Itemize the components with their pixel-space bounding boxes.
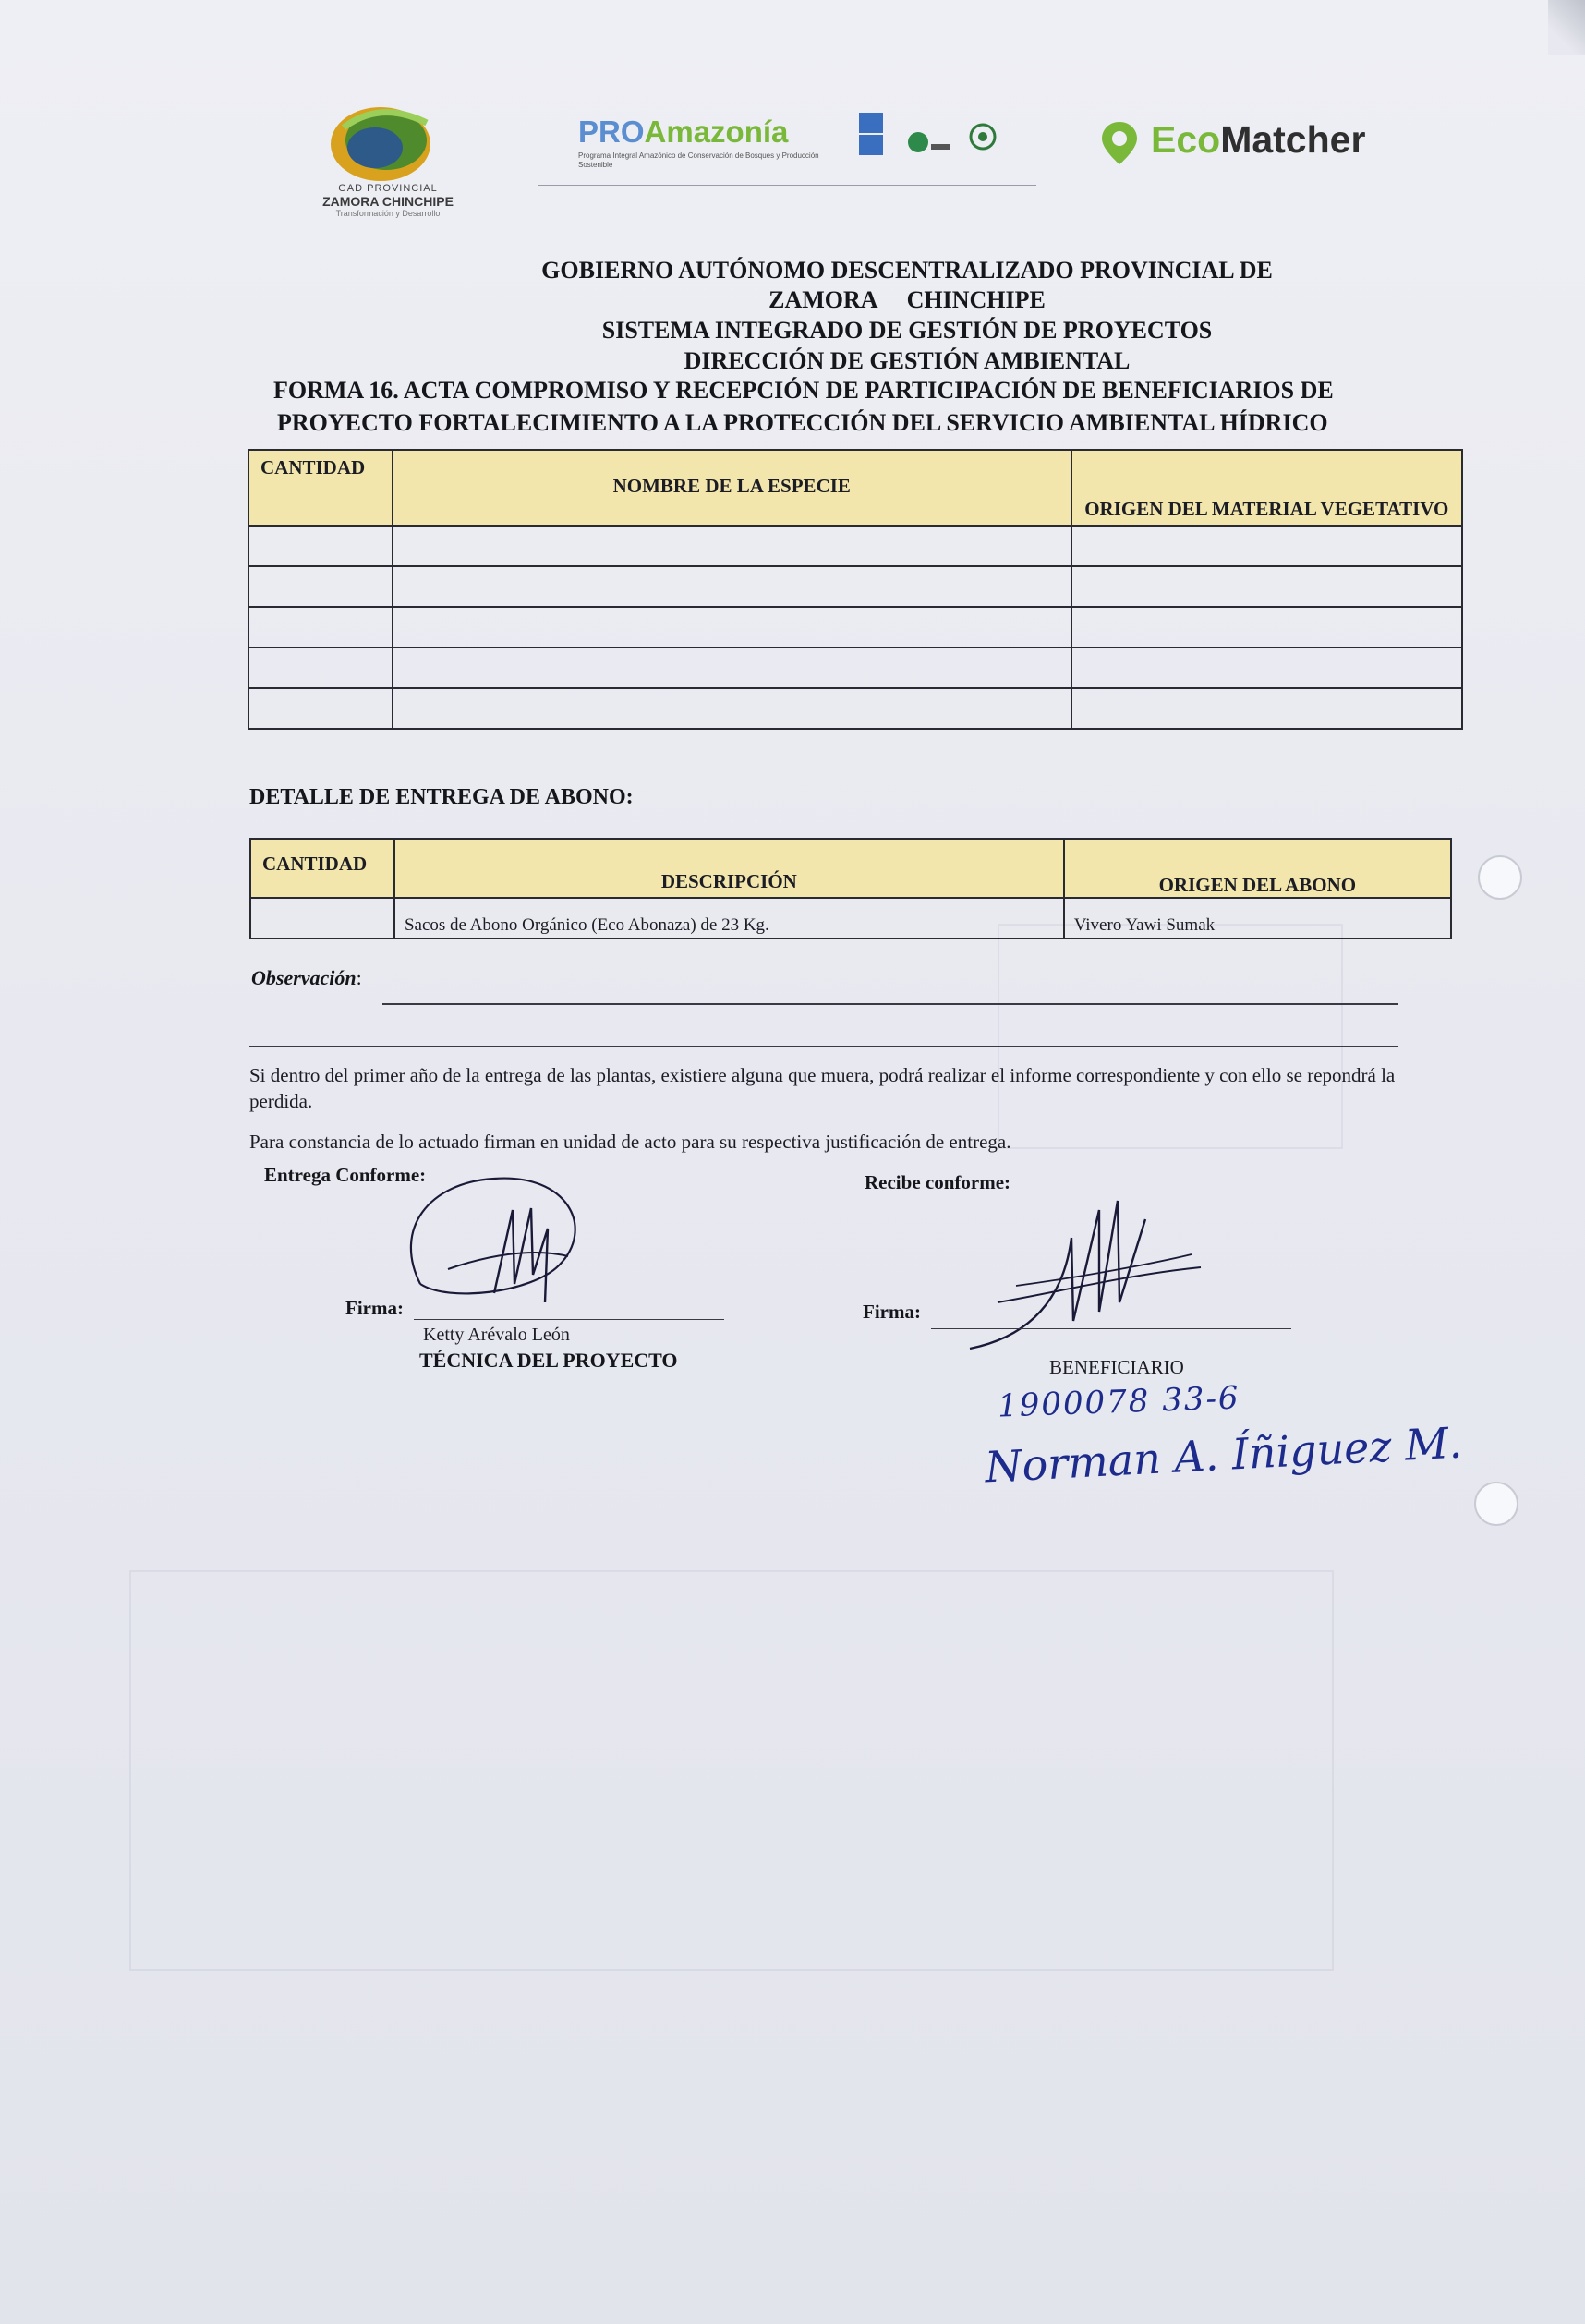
species-table	[248, 449, 1463, 730]
species-header-origen: ORIGEN DEL MATERIAL VEGETATIVO	[1071, 450, 1462, 526]
observacion-line-2	[249, 1046, 1398, 1047]
bleed-through-table	[129, 1570, 1334, 1971]
entrega-conforme-label: Entrega Conforme:	[264, 1164, 427, 1186]
punch-hole-bottom	[1474, 1482, 1518, 1526]
proamazonia-pro: PRO	[578, 115, 645, 149]
table-row	[248, 688, 1462, 729]
abono-cell-descripcion: Sacos de Abono Orgánico (Eco Abonaza) de 23 Kg.	[394, 898, 1064, 938]
species-table-header-row	[248, 450, 1462, 526]
table-row	[250, 898, 1451, 938]
bleed-through-box	[998, 924, 1343, 1149]
beneficiario-role: BENEFICIARIO	[1049, 1356, 1184, 1378]
species-header-nombre: NOMBRE DE LA ESPECIE	[393, 450, 1071, 526]
observacion-label-text: Observación	[251, 966, 357, 989]
abono-cell-origen: Vivero Yawi Sumak	[1064, 898, 1451, 938]
page-fold	[1548, 0, 1585, 55]
paragraph-reposicion: Si dentro del primer año de la entrega de las plantas, existiere alguna que muera, podrá realizar el informe correspondiente y con ello se repondrá la perdida.	[249, 1064, 1396, 1112]
title-line-6: PROYECTO FORTALECIMIENTO A LA PROTECCIÓN DEL SERVICIO AMBIENTAL HÍDRICO	[277, 409, 1328, 436]
species-header-cantidad: CANTIDAD	[248, 450, 393, 526]
firma-label-right: Firma:	[863, 1301, 921, 1323]
table-row	[248, 526, 1462, 566]
table-row	[248, 648, 1462, 688]
beneficiario-signature	[961, 1182, 1219, 1367]
beneficiario-handwritten-id: 1900078 33-6	[997, 1379, 1241, 1425]
abono-header-descripcion: DESCRIPCIÓN	[394, 839, 1064, 898]
gad-logo-line3: Transformación y Desarrollo	[335, 209, 441, 218]
gad-provincial-logo-icon	[325, 100, 436, 183]
gad-logo-line1: GAD PROVINCIAL	[338, 183, 438, 194]
abono-section-title: DETALLE DE ENTREGA DE ABONO:	[249, 785, 634, 809]
table-row	[248, 566, 1462, 607]
firma-line-right	[931, 1328, 1291, 1329]
abono-table	[249, 838, 1452, 939]
green-globe-icon	[908, 132, 950, 152]
table-row	[248, 607, 1462, 648]
ecomatcher-eco: Eco	[1151, 118, 1221, 161]
proamazonia-logo	[578, 115, 788, 150]
abono-cell-cantidad	[250, 898, 394, 938]
sponsor-logos	[857, 113, 1001, 166]
abono-header-origen: ORIGEN DEL ABONO	[1064, 839, 1451, 898]
tecnica-signature	[393, 1173, 596, 1321]
recibe-conforme-label: Recibe conforme:	[865, 1171, 1011, 1193]
observacion-line-1	[382, 1003, 1398, 1005]
title-line-3: SISTEMA INTEGRADO DE GESTIÓN DE PROYECTOS	[601, 317, 1213, 344]
title-line-2: ZAMORA CHINCHIPE	[768, 286, 1046, 313]
tecnica-role: TÉCNICA DEL PROYECTO	[419, 1349, 678, 1372]
title-line-1: GOBIERNO AUTÓNOMO DESCENTRALIZADO PROVINCIAL DE	[541, 257, 1273, 284]
title-line-5: FORMA 16. ACTA COMPROMISO Y RECEPCIÓN DE PARTICIPACIÓN DE BENEFICIARIOS DE	[273, 377, 1334, 404]
observacion-label: Observación:	[251, 966, 362, 989]
undp-logo-icon	[859, 113, 883, 155]
ecomatcher-pin-icon	[1099, 120, 1140, 166]
ecomatcher-matcher: Matcher	[1220, 118, 1366, 161]
ecomatcher-logo	[1151, 118, 1365, 162]
proamazonia-subtitle: Programa Integral Amazónico de Conservación de Bosques y Producción Sostenible	[578, 151, 819, 169]
gef-logo-icon	[971, 125, 995, 149]
firma-label-left: Firma:	[345, 1297, 404, 1319]
firma-line-left	[414, 1319, 724, 1320]
gad-logo-line2: ZAMORA CHINCHIPE	[322, 194, 454, 209]
paragraph-constancia: Para constancia de lo actuado firman en unidad de acto para su respectiva justificación de entrega.	[249, 1131, 1011, 1153]
abono-header-cantidad: CANTIDAD	[250, 839, 394, 898]
proamazonia-rest: Amazonía	[644, 115, 789, 149]
tecnica-name: Ketty Arévalo León	[423, 1325, 570, 1345]
title-line-4: DIRECCIÓN DE GESTIÓN AMBIENTAL	[684, 347, 1131, 374]
abono-table-header-row	[250, 839, 1451, 898]
header-divider	[538, 185, 1036, 186]
beneficiario-handwritten-name: Norman A. Íñiguez M.	[983, 1417, 1464, 1493]
punch-hole-top	[1478, 855, 1522, 900]
